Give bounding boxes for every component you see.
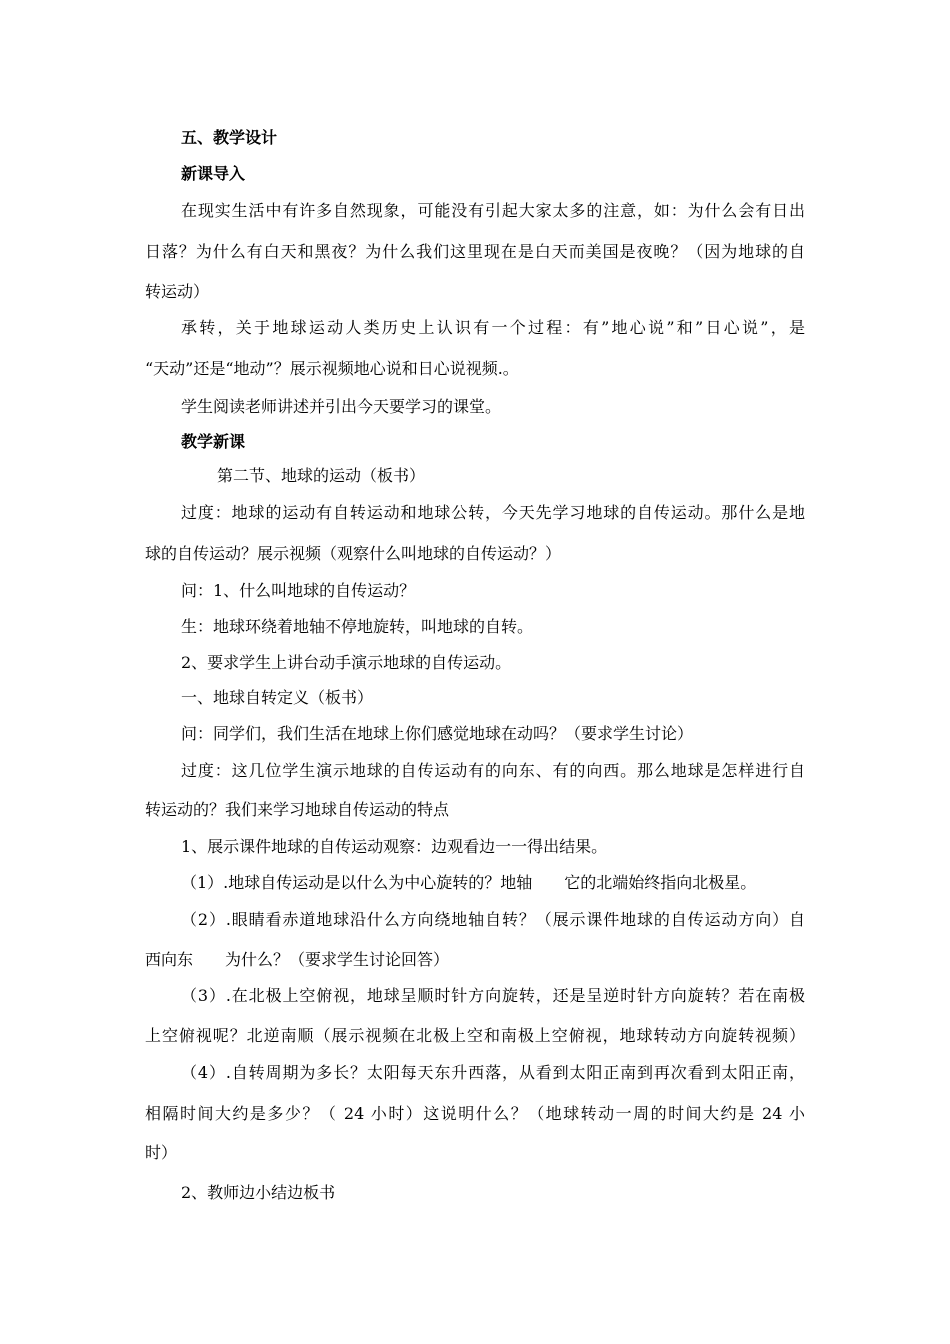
answer-1: 生：地球环绕着地轴不停地旋转，叫地球的自转。 <box>181 617 534 636</box>
board-title: 第二节、地球的运动（板书） <box>217 466 426 485</box>
question-1: 问：1、什么叫地球的自传运动？ <box>181 581 416 600</box>
intro-p2-line2: “天动”还是“地动”？展示视频地心说和日心说视频.。 <box>145 359 519 378</box>
definition-title: 一、地球自转定义（板书） <box>181 688 374 707</box>
point-3-line2: 上空俯视呢？北逆南顺（展示视频在北极上空和南极上空俯视，地球转动方向旋转视频） <box>145 1026 805 1045</box>
transition2-line2: 转运动的？我们来学习地球自传运动的特点 <box>145 800 450 819</box>
intro-p1-line1: 在现实生活中有许多自然现象，可能没有引起大家太多的注意，如：为什么会有日出 <box>181 201 805 220</box>
question-2: 问：同学们，我们生活在地球上你们感觉地球在动吗？（要求学生讨论） <box>181 724 694 743</box>
point-1: （1）.地球自传运动是以什么为中心旋转的？地轴 它的北端始终指向北极星。 <box>181 873 757 892</box>
point-4-line1: （4）.自转周期为多长？太阳每天东升西落，从看到太阳正南到再次看到太阳正南， <box>181 1063 805 1082</box>
transition2-line1: 过度：这几位学生演示地球的自传运动有的向东、有的向西。那么地球是怎样进行自 <box>181 761 805 780</box>
point-4-line3: 时） <box>145 1143 178 1162</box>
item-2: 2、要求学生上讲台动手演示地球的自传运动。 <box>181 653 512 672</box>
point-2-line2: 西向东 为什么？（要求学生讨论回答） <box>145 950 450 969</box>
intro-p3: 学生阅读老师讲述并引出今天要学习的课堂。 <box>181 397 502 416</box>
intro-p1-line2: 日落？为什么有白天和黑夜？为什么我们这里现在是白天而美国是夜晚？（因为地球的自 <box>145 242 805 261</box>
point-4-line2: 相隔时间大约是多少？（ 24 小时）这说明什么？（地球转动一周的时间大约是 24 小 <box>145 1104 805 1123</box>
point-3-line1: （3）.在北极上空俯视，地球呈顺时针方向旋转，还是呈逆时针方向旋转？若在南极 <box>181 986 805 1005</box>
heading: 五、教学设计 <box>181 128 278 147</box>
show-1: 1、展示课件地球的自传运动观察：边观看边一一得出结果。 <box>181 837 608 856</box>
section-intro-title: 新课导入 <box>181 164 246 183</box>
transition1-line2: 球的自传运动？展示视频（观察什么叫地球的自传运动？） <box>145 544 562 563</box>
section-new-title: 教学新课 <box>181 432 246 451</box>
intro-p1-line3: 转运动） <box>145 282 210 301</box>
transition1-line1: 过度：地球的运动有自转运动和地球公转，今天先学习地球的自传运动。那什么是地 <box>181 503 805 522</box>
summary-2: 2、教师边小结边板书 <box>181 1183 336 1202</box>
point-2-line1: （2）.眼睛看赤道地球沿什么方向绕地轴自转？（展示课件地球的自传运动方向）自 <box>181 910 805 929</box>
intro-p2-line1: 承转，关于地球运动人类历史上认识有一个过程：有”地心说”和”日心说”，是 <box>181 318 805 337</box>
